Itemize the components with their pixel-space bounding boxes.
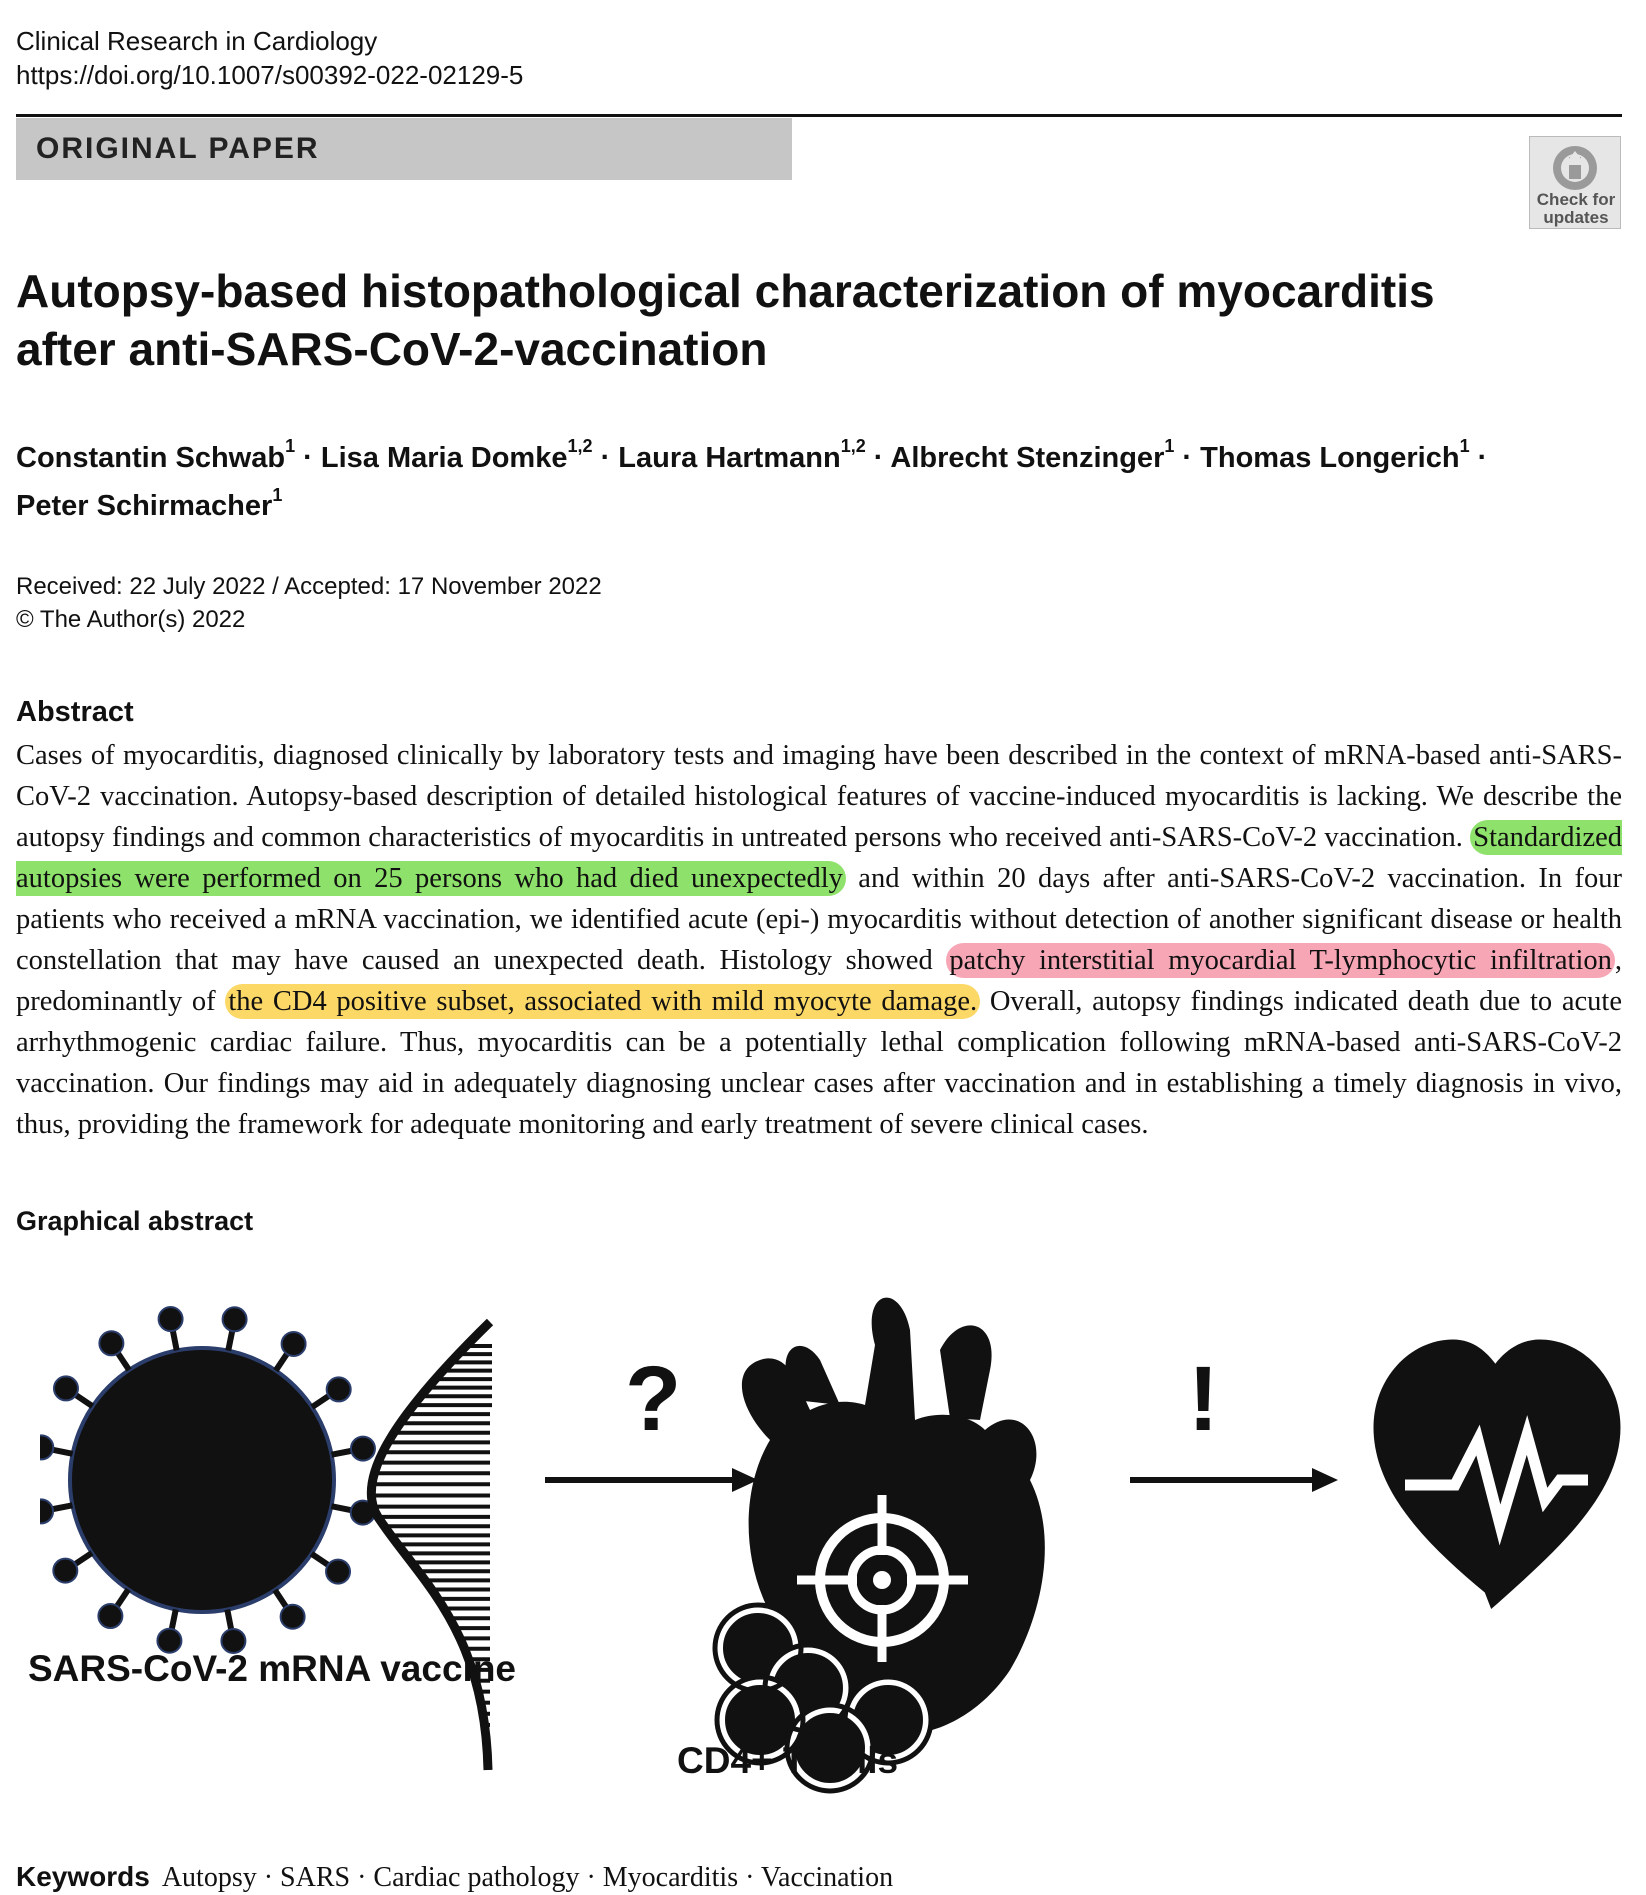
copyright: © The Author(s) 2022 [16,606,246,633]
arrow-right-icon [545,1468,758,1492]
author[interactable]: Thomas Longerich$^1$ [1200,436,1470,474]
keywords-heading: Keywords [16,1861,150,1892]
paper-title [16,262,1516,378]
highlight-pink: patchy interstitial myocardial T-lymphocytic infiltration [946,943,1615,978]
keywords-line [16,1860,893,1895]
virus-icon [70,1348,334,1612]
mrna-strand-icon [371,1322,492,1770]
badge-text-1: Check for [1536,190,1616,209]
author[interactable]: Albrecht Stenzinger$^1$ [890,436,1175,474]
author[interactable]: Lisa Maria Domke$^{1,2}$ [320,436,593,474]
abstract-heading: Abstract [16,696,134,728]
question-mark: ? [625,1348,682,1450]
doi-link[interactable]: https://doi.org/10.1007/s00392-022-02129-5 [16,60,524,90]
received-accepted: Received: 22 July 2022 / Accepted: 17 November 2022 [16,573,602,600]
vaccine-label: SARS-CoV-2 mRNA vaccine [28,1648,516,1689]
keywords-list: Autopsy · SARS · Cardiac pathology · Myocarditis · Vaccination [161,1862,894,1893]
dates-block [16,570,602,636]
header-rule [16,114,1622,117]
author[interactable]: Laura Hartmann$^{1,2}$ [618,436,866,474]
title-line-1: Autopsy-based histopathological characterization of myocarditis [16,265,1435,317]
check-for-updates-badge[interactable] [1529,136,1621,229]
author-list: Constantin Schwab$^1$ · Lisa Maria Domke$^{1,2}$ · Laura Hartmann$^{1,2}$ · Albrecht Stenzinger$^1$ · Thomas Longerich$^1$ · Peter Schirmacher$^1$ [16,436,1488,523]
highlight-yellow: the CD4 positive subset, associated with mild myocyte damage. [225,984,980,1019]
title-line-2: after anti-SARS-CoV-2-vaccination [16,323,768,375]
journal-header [16,24,523,92]
arrow-right-icon [1130,1468,1338,1492]
badge-text-2: updates [1543,208,1609,227]
graphical-abstract [28,1290,1640,1810]
author[interactable]: Peter Schirmacher$^1$ [16,484,283,523]
abstract-body: Cases of myocarditis, diagnosed clinically by laboratory tests and imaging have been described in the context of mRNA-based anti-SARS-CoV-2 vaccination. Autopsy-based description of detailed histological features of vaccine-induced myocarditis is lacking. We describe the autopsy findings and common characteristics of myocarditis in untreated persons who received anti-SARS-CoV-2 vaccination. Standardized autopsies were performed on 25 persons who had died unexpectedly and within 20 days after anti-SARS-CoV-2 vaccination. In four patients who received a mRNA vaccination, we identified acute (epi-) myocarditis without detection of another significant disease or health constellation that may have caused an unexpected death. Histology showed patchy interstitial myocardial T-lymphocytic infiltration , predominantly of the CD4 positive subset, associated with mild myocyte damage. Overall, autopsy findings indicated death due to acute arrhythmogenic cardiac failure. Thus, myocarditis can be a potentially lethal complication following mRNA-based anti-SARS-CoV-2 vaccination. Our findings may aid in adequately diagnosing unclear cases after vaccination and in establishing a timely diagnosis in vivo, thus, providing the framework for adequate monitoring and early treatment of severe clinical cases. [16,740,1622,1140]
cells-label: CD4+ T cells [677,1740,899,1781]
graphical-abstract-heading: Graphical abstract [16,1206,254,1236]
journal-name: Clinical Research in Cardiology [16,26,378,56]
check-updates-icon [1550,143,1600,193]
highlight-green: Standardized autopsies were performed on 25 persons who had died unexpectedly [16,822,1622,894]
section-band [16,118,792,180]
author[interactable]: Constantin Schwab$^1$ [16,436,296,474]
exclamation-mark: ! [1188,1348,1219,1450]
section-label: ORIGINAL PAPER [36,132,320,165]
heart-pulse-icon [1373,1340,1620,1610]
